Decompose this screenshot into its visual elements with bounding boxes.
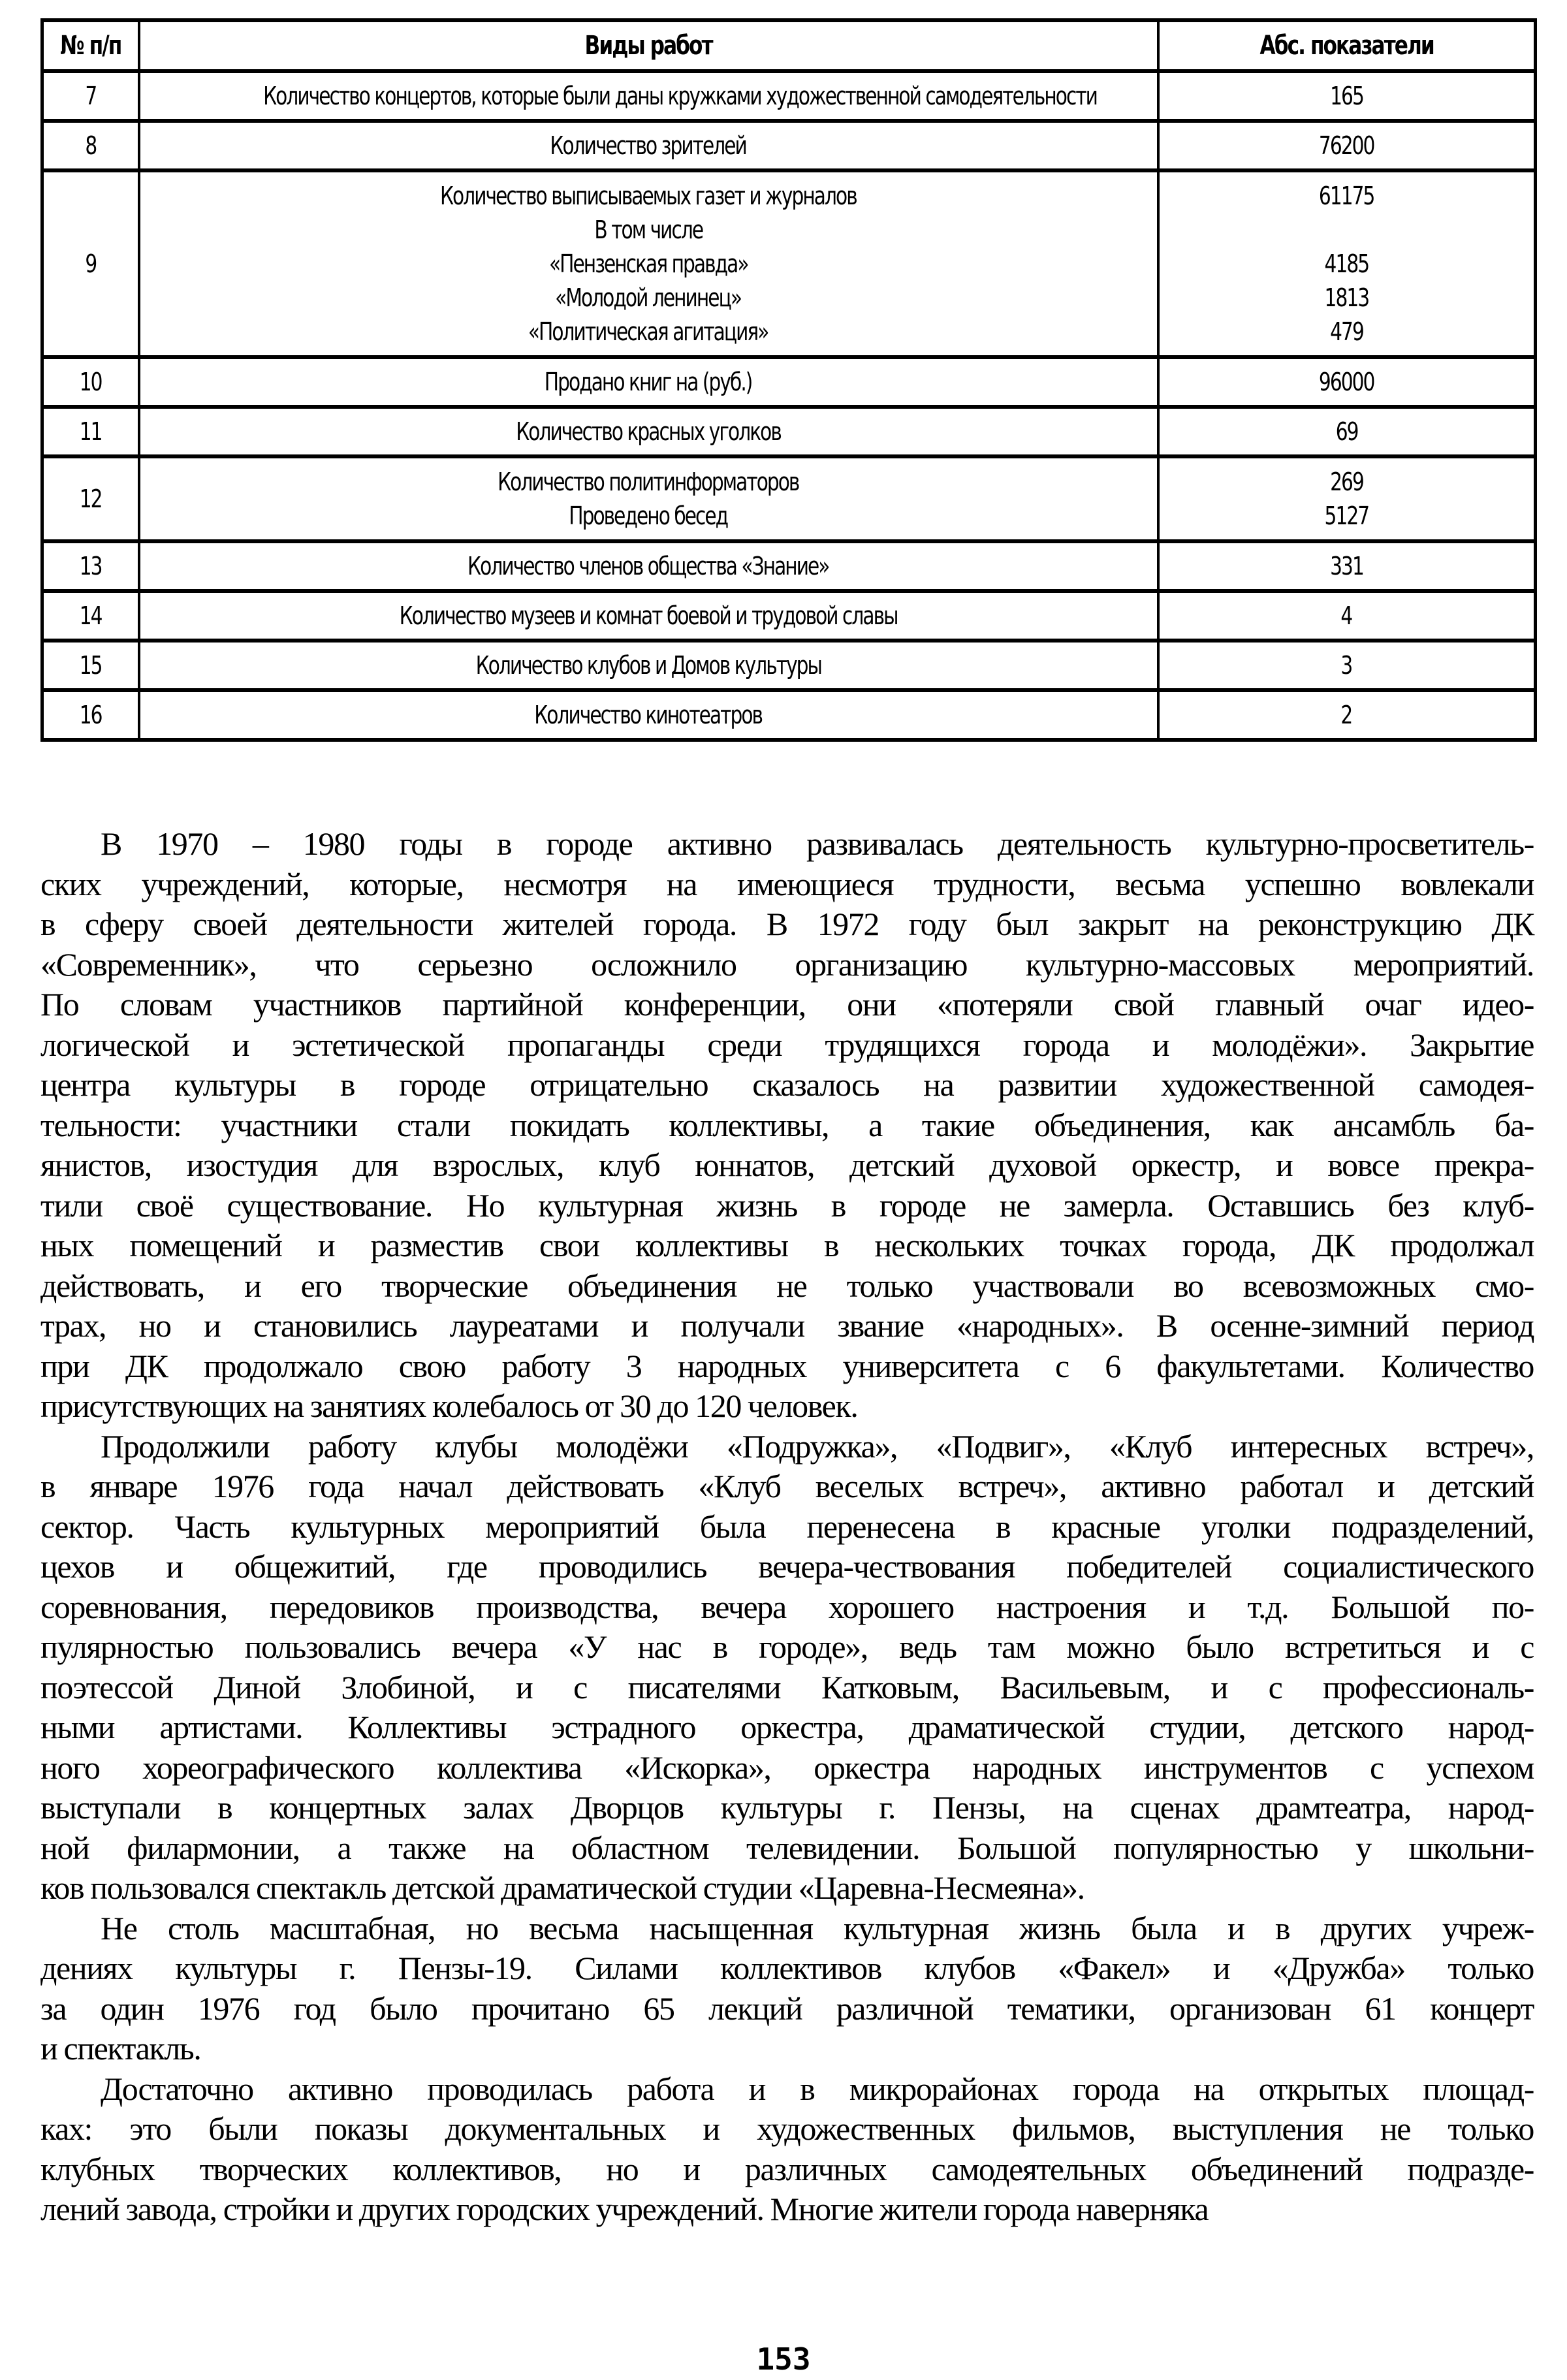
work-type-cell (139, 456, 1158, 541)
work-type-cell (139, 407, 1158, 456)
absolute-value (1165, 365, 1529, 399)
absolute-value-text: 4 (1340, 601, 1352, 630)
table-row (42, 357, 1536, 407)
work-type-text: Количество членов общества «Знание» (467, 552, 829, 580)
absolute-value-cell (1158, 357, 1536, 407)
text-line: ных помещений и разместив свои коллективы в нескольких точках города, ДК продолжал (40, 1227, 1534, 1263)
absolute-value-cell (1158, 407, 1536, 456)
absolute-value (1165, 465, 1529, 499)
row-number-cell (42, 690, 139, 740)
text-line: ских учреждений, которые, несмотря на имеющиеся трудности, весьма успешно вовлекали (40, 865, 1534, 902)
absolute-value-cell (1158, 121, 1536, 170)
absolute-value-cell (1158, 456, 1536, 541)
absolute-value (1165, 129, 1529, 163)
absolute-value-text: 4185 (1324, 249, 1369, 278)
work-type-cell (139, 121, 1158, 170)
absolute-value (1165, 281, 1529, 315)
table-row (42, 641, 1536, 690)
text-line: янистов, изостудия для взрослых, клуб юннатов, детский духовой оркестр, и вовсе прекра- (40, 1147, 1534, 1183)
work-type-text: «Молодой ленинец» (555, 283, 742, 312)
text-line: ной филармонии, а также на областном телевидении. Большой популярностью у школьни- (40, 1829, 1534, 1866)
work-type-text: Продано книг на (руб.) (545, 368, 752, 396)
work-type-line (146, 179, 1152, 213)
text-line: В 1970 – 1980 годы в городе активно развивалась деятельность культурно-просветитель- (101, 825, 1534, 862)
work-type-line (146, 465, 1152, 499)
text-line: Достаточно активно проводилась работа и в микрорайонах города на открытых площад- (101, 2070, 1534, 2107)
work-type-cell (139, 690, 1158, 740)
table-row (42, 690, 1536, 740)
work-type-line (146, 549, 1152, 583)
row-number-cell (42, 71, 139, 121)
text-line: Не столь масштабная, но весьма насыщенная культурная жизнь была и в других учреж- (101, 1909, 1534, 1946)
row-number: 8 (85, 131, 97, 160)
row-number-cell (42, 591, 139, 641)
text-line: ными артистами. Коллективы эстрадного оркестра, драматической студии, детского народ- (40, 1709, 1534, 1745)
text-line: тили своё существование. Но культурная жизнь в городе не замерла. Оставшись без клуб- (40, 1186, 1534, 1224)
absolute-value (1165, 247, 1529, 281)
work-type-text: «Пензенская правда» (548, 249, 748, 278)
row-number: 12 (79, 484, 102, 513)
text-line: клубных творческих коллективов, но и различных самодеятельных объединений подразде- (40, 2150, 1534, 2187)
text-line: тельности: участники стали покидать коллективы, а такие объединения, как ансамбль ба- (40, 1106, 1534, 1143)
work-type-text: Количество клубов и Домов культуры (475, 651, 821, 680)
header-number: № п/п (42, 20, 139, 71)
header-absolute-values: Абс. показатели (1158, 20, 1536, 71)
absolute-value-text: 1813 (1324, 283, 1369, 312)
text-line: ного хореографического коллектива «Искорка», оркестра народных инструментов с успехом (40, 1749, 1534, 1786)
row-number: 11 (79, 417, 102, 446)
text-line: в сферу своей деятельности жителей города. В 1972 году был закрыт на реконструкцию ДК (40, 906, 1534, 942)
absolute-value-cell (1158, 170, 1536, 357)
table-row (42, 456, 1536, 541)
table-row (42, 170, 1536, 357)
work-type-line (146, 698, 1152, 732)
row-number-cell (42, 641, 139, 690)
row-number-cell (42, 357, 139, 407)
work-type-cell (139, 641, 1158, 690)
work-type-line (146, 247, 1152, 281)
row-number: 10 (79, 368, 102, 396)
table-row (42, 541, 1536, 591)
table-header-row (42, 20, 1536, 71)
text-line: По словам участников партийной конференции, они «потеряли свой главный очаг идео- (40, 986, 1534, 1023)
paragraph (40, 824, 1534, 1427)
work-type-text: Проведено бесед (569, 501, 728, 530)
text-line: «Современник», что серьезно осложнило организацию культурно-массовых мероприятий. (40, 945, 1534, 983)
text-line: центра культуры в городе отрицательно сказалось на развитии художественной самодея- (40, 1066, 1534, 1103)
work-type-text: Количество выписываемых газет и журналов (440, 182, 857, 210)
work-type-text: В том числе (594, 215, 703, 244)
text-line: дениях культуры г. Пензы-19. Силами коллективов клубов «Факел» и «Дружба» только (40, 1950, 1534, 1986)
text-line: выступали в концертных залах Дворцов культуры г. Пензы, на сценах драмтеатра, народ- (40, 1789, 1534, 1826)
text-line: в январе 1976 года начал действовать «Клуб веселых встреч», активно работал и детский (40, 1468, 1534, 1504)
work-type-line (146, 315, 1152, 349)
absolute-value (1165, 499, 1529, 533)
text-line: действовать, и его творческие объединения не только участвовали во всевозможных смо- (40, 1267, 1534, 1304)
absolute-value-text: 96000 (1318, 368, 1374, 396)
text-line: лений завода, стройки и других городских учреждений. Многие жители города наверняка (40, 2191, 1209, 2227)
absolute-value (1165, 213, 1529, 247)
absolute-value (1165, 698, 1529, 732)
table-row (42, 71, 1536, 121)
page-number: 153 (756, 2341, 811, 2377)
work-type-line (146, 281, 1152, 315)
table-body (42, 71, 1536, 740)
paragraph (40, 1427, 1534, 1909)
absolute-value (1165, 79, 1529, 113)
absolute-value (1165, 179, 1529, 213)
work-type-line (146, 648, 1152, 682)
absolute-value-text: 479 (1329, 317, 1363, 346)
paragraph (40, 2069, 1534, 2230)
work-type-line (146, 79, 1152, 113)
work-type-line (146, 599, 1152, 633)
absolute-value (1165, 549, 1529, 583)
text-line: соревнования, передовиков производства, вечера хорошего настроения и т.д. Большой по- (40, 1588, 1534, 1625)
absolute-value (1165, 415, 1529, 449)
text-line: Продолжили работу клубы молодёжи «Подружка», «Подвиг», «Клуб интересных встреч», (101, 1427, 1534, 1465)
table-row (42, 591, 1536, 641)
absolute-value-text: 61175 (1318, 182, 1374, 210)
table-row (42, 121, 1536, 170)
paragraph (40, 1909, 1534, 2069)
body-text (40, 824, 1534, 2230)
table-row (42, 407, 1536, 456)
absolute-value (1165, 599, 1529, 633)
row-number: 15 (79, 651, 102, 680)
absolute-value-cell (1158, 591, 1536, 641)
work-type-cell (139, 357, 1158, 407)
text-line: сектор. Часть культурных мероприятий была перенесена в красные уголки подразделений, (40, 1508, 1534, 1545)
absolute-value-text: 76200 (1318, 131, 1374, 160)
absolute-value (1165, 315, 1529, 349)
text-line: за один 1976 год было прочитано 65 лекций различной тематики, организован 61 концерт (40, 1990, 1534, 2027)
row-number: 16 (79, 701, 102, 729)
work-type-cell (139, 541, 1158, 591)
work-type-line (146, 129, 1152, 163)
absolute-value-text: 5127 (1324, 501, 1369, 530)
row-number: 13 (79, 552, 102, 580)
row-number-cell (42, 456, 139, 541)
statistics-table (40, 18, 1537, 742)
text-line: при ДК продолжало свою работу 3 народных университета с 6 факультетами. Количество (40, 1347, 1534, 1384)
row-number-cell (42, 541, 139, 591)
work-type-text: Количество зрителей (550, 131, 747, 160)
header-work-type: Виды работ (139, 20, 1158, 71)
text-line: логической и эстетической пропаганды среди трудящихся города и молодёжи». Закрытие (40, 1026, 1534, 1063)
text-line: и спектакль. (40, 2030, 201, 2067)
work-type-text: Количество музеев и комнат боевой и трудовой славы (399, 601, 898, 630)
row-number: 9 (85, 249, 97, 278)
work-type-line (146, 415, 1152, 449)
absolute-value-cell (1158, 541, 1536, 591)
absolute-value-text: 69 (1335, 417, 1358, 446)
absolute-value-text: 3 (1340, 651, 1352, 680)
absolute-value (1165, 648, 1529, 682)
text-line: присутствующих на занятиях колебалось от 30 до 120 человек. (40, 1388, 858, 1424)
work-type-line (146, 365, 1152, 399)
row-number: 7 (85, 82, 97, 110)
text-line: пулярностью пользовались вечера «У нас в городе», ведь там можно было встретиться и с (40, 1628, 1534, 1665)
work-type-cell (139, 170, 1158, 357)
work-type-text: Количество красных уголков (516, 417, 781, 446)
work-type-text: Количество концертов, которые были даны кружками художественной самодеятельности (262, 82, 1097, 110)
text-line: поэтессой Диной Злобиной, и с писателями Катковым, Васильевым, и с профессиональ- (40, 1668, 1534, 1706)
absolute-value-text: 2 (1340, 701, 1352, 729)
absolute-value-text: 331 (1329, 552, 1363, 580)
row-number: 14 (79, 601, 102, 630)
row-number-cell (42, 170, 139, 357)
work-type-cell (139, 71, 1158, 121)
work-type-text: Количество кинотеатров (534, 701, 763, 729)
work-type-text: Количество политинформаторов (498, 468, 799, 496)
work-type-line (146, 213, 1152, 247)
absolute-value-text: 269 (1329, 468, 1363, 496)
text-line: цехов и общежитий, где проводились вечера-чествования победителей социалистического (40, 1548, 1534, 1585)
absolute-value-cell (1158, 71, 1536, 121)
row-number-cell (42, 407, 139, 456)
work-type-cell (139, 591, 1158, 641)
absolute-value-text: 165 (1329, 82, 1363, 110)
absolute-value-cell (1158, 641, 1536, 690)
absolute-value-cell (1158, 690, 1536, 740)
text-line: трах, но и становились лауреатами и получали звание «народных». В осенне-зимний период (40, 1307, 1534, 1344)
text-line: ков пользовался спектакль детской драматической студии «Царевна-Несмеяна». (40, 1869, 1084, 1906)
row-number-cell (42, 121, 139, 170)
work-type-line (146, 499, 1152, 533)
text-line: ках: это были показы документальных и художественных фильмов, выступления не только (40, 2110, 1534, 2147)
work-type-text: «Политическая агитация» (528, 317, 768, 346)
